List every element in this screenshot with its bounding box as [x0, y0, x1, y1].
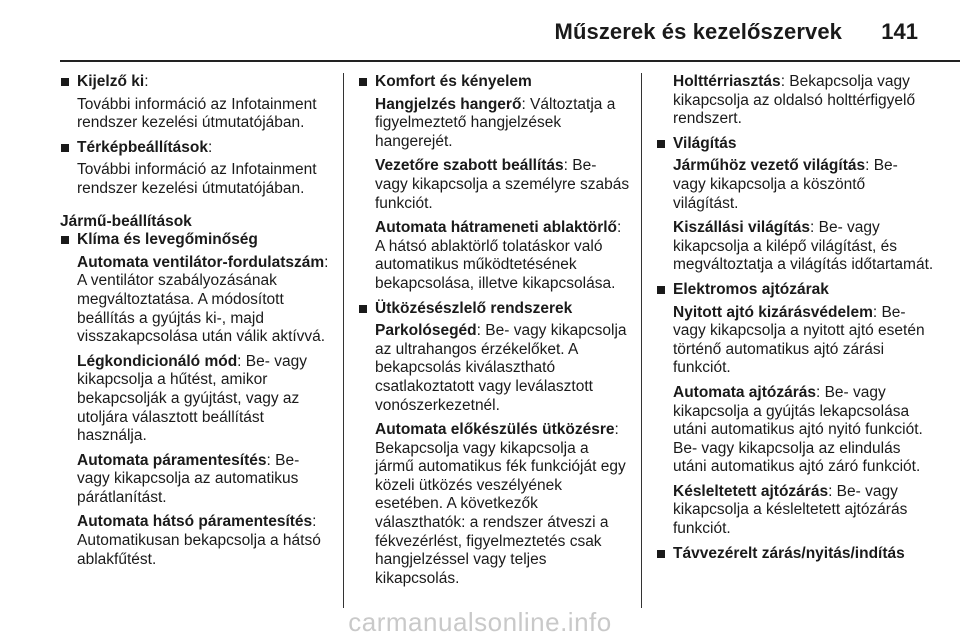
bullet-title: Ütközésészlelő rendszerek [375, 299, 573, 317]
paragraph: További információ az Infotainment rendszer kezelési útmutatójában. [77, 95, 317, 132]
bullet-title: Elektromos ajtózárak [673, 280, 829, 298]
column-3 [656, 73, 934, 567]
bullet-remote-locking [656, 545, 934, 564]
setting-item: Parkolósegéd: Be- vagy kikapcsolja az ultrahangos érzékelőket. A bekapcsolás kiválasztható csatlakoztatott vagy leválasztott vonószerkezetnél. [375, 322, 627, 414]
bullet-lighting [656, 135, 934, 154]
setting-item: Hangjelzés hangerő: Változtatja a figyelmeztető hangjelzések hangerejét. [375, 95, 616, 150]
watermark: carmanualsonline.info [348, 607, 612, 637]
setting-item: Kiszállási világítás: Be- vagy kikapcsolja a kilépő világítást, és megváltoztatja a világítás időtartamát. [673, 219, 934, 274]
column-divider-2 [641, 73, 642, 608]
bullet-comfort [358, 73, 630, 92]
page-header [0, 0, 960, 60]
bullet-title: Világítás [673, 134, 737, 152]
setting-item: Nyitott ajtó kizárásvédelem: Be- vagy kikapcsolja a nyitott ajtó esetén történő automatikus ajtó zárási funkciót. [673, 303, 925, 377]
setting-item: Holttérriasztás: Bekapcsolja vagy kikapcsolja az oldalsó holttérfigyelő rendszert. [673, 73, 916, 128]
setting-item: Automata hátrameneti ablaktörlő: A hátsó ablaktörlő tolatáskor való automatikus működtetésének bekapcsolása, illetve kikapcsolása. [375, 219, 622, 292]
setting-item: Vezetőre szabott beállítás: Be- vagy kikapcsolja a személyre szabás funkciót. [375, 157, 630, 212]
column-2 [358, 73, 630, 594]
header-divider [60, 60, 960, 62]
setting-item: Automata páramentesítés: Be- vagy kikapcsolja az automatikus párátlanítást. [77, 451, 300, 506]
bullet-title: Távvezérelt zárás/nyitás/indítás [673, 544, 905, 562]
column-1 [60, 73, 330, 575]
paragraph: További információ az Infotainment rendszer kezelési útmutatójában. [77, 161, 317, 197]
section-heading: Jármű-beállítások [60, 212, 192, 230]
setting-item: Automata előkészülés ütközésre: Bekapcsolja vagy kikapcsolja a jármű automatikus fék funkcióját egy közeli ütközés veszélyének esetében. A következők választhatók: a rendszer átveszi a fékvezérlést, figyelmeztetés csak hangjelzéssel vagy teljes kikapcsolás. [375, 421, 626, 587]
setting-item: Járműhöz vezető világítás: Be- vagy kikapcsolja a köszöntő világítást. [673, 157, 898, 212]
bullet-door-locks [656, 281, 934, 300]
bullet-display-off: Kijelző ki: [60, 73, 330, 92]
bullet-climate [60, 231, 330, 250]
bullet-map-settings: Térképbeállítások: [60, 139, 330, 158]
page-title: Műszerek és kezelőszervek [554, 19, 842, 44]
setting-item: Késleltetett ajtózárás: Be- vagy kikapcsolja a késleltetett ajtózárás funkciót. [673, 482, 908, 538]
setting-item: Légkondicionáló mód: Be- vagy kikapcsolja a hűtést, amikor bekapcsolják a gyújtást, vagy az utoljára választott beállítást használja. [77, 352, 307, 445]
bullet-title: Kijelző ki [77, 73, 145, 90]
setting-item: Automata ajtózárás: Be- vagy kikapcsolja a gyújtás lekapcsolása utáni automatikus ajtó nyitó funkciót. Be- vagy kikapcsolja az elindulás utáni automatikus ajtó záró funkciót. [673, 383, 923, 476]
setting-item: Automata hátsó páramentesítés: Automatikusan bekapcsolja a hátsó ablakfűtést. [77, 513, 321, 568]
setting-item: Automata ventilátor-fordulatszám: A ventilátor szabályozásának megváltoztatása. A módosított beállítás a gyújtás ki-, majd visszakapcsolása után válik aktívvá. [77, 253, 329, 346]
bullet-collision [358, 300, 630, 319]
column-divider-1 [343, 73, 344, 608]
page-number: 141 [881, 19, 918, 44]
bullet-title: Klíma és levegőminőség [77, 231, 258, 249]
bullet-title: Térképbeállítások [77, 138, 208, 156]
bullet-title: Komfort és kényelem [375, 73, 532, 90]
